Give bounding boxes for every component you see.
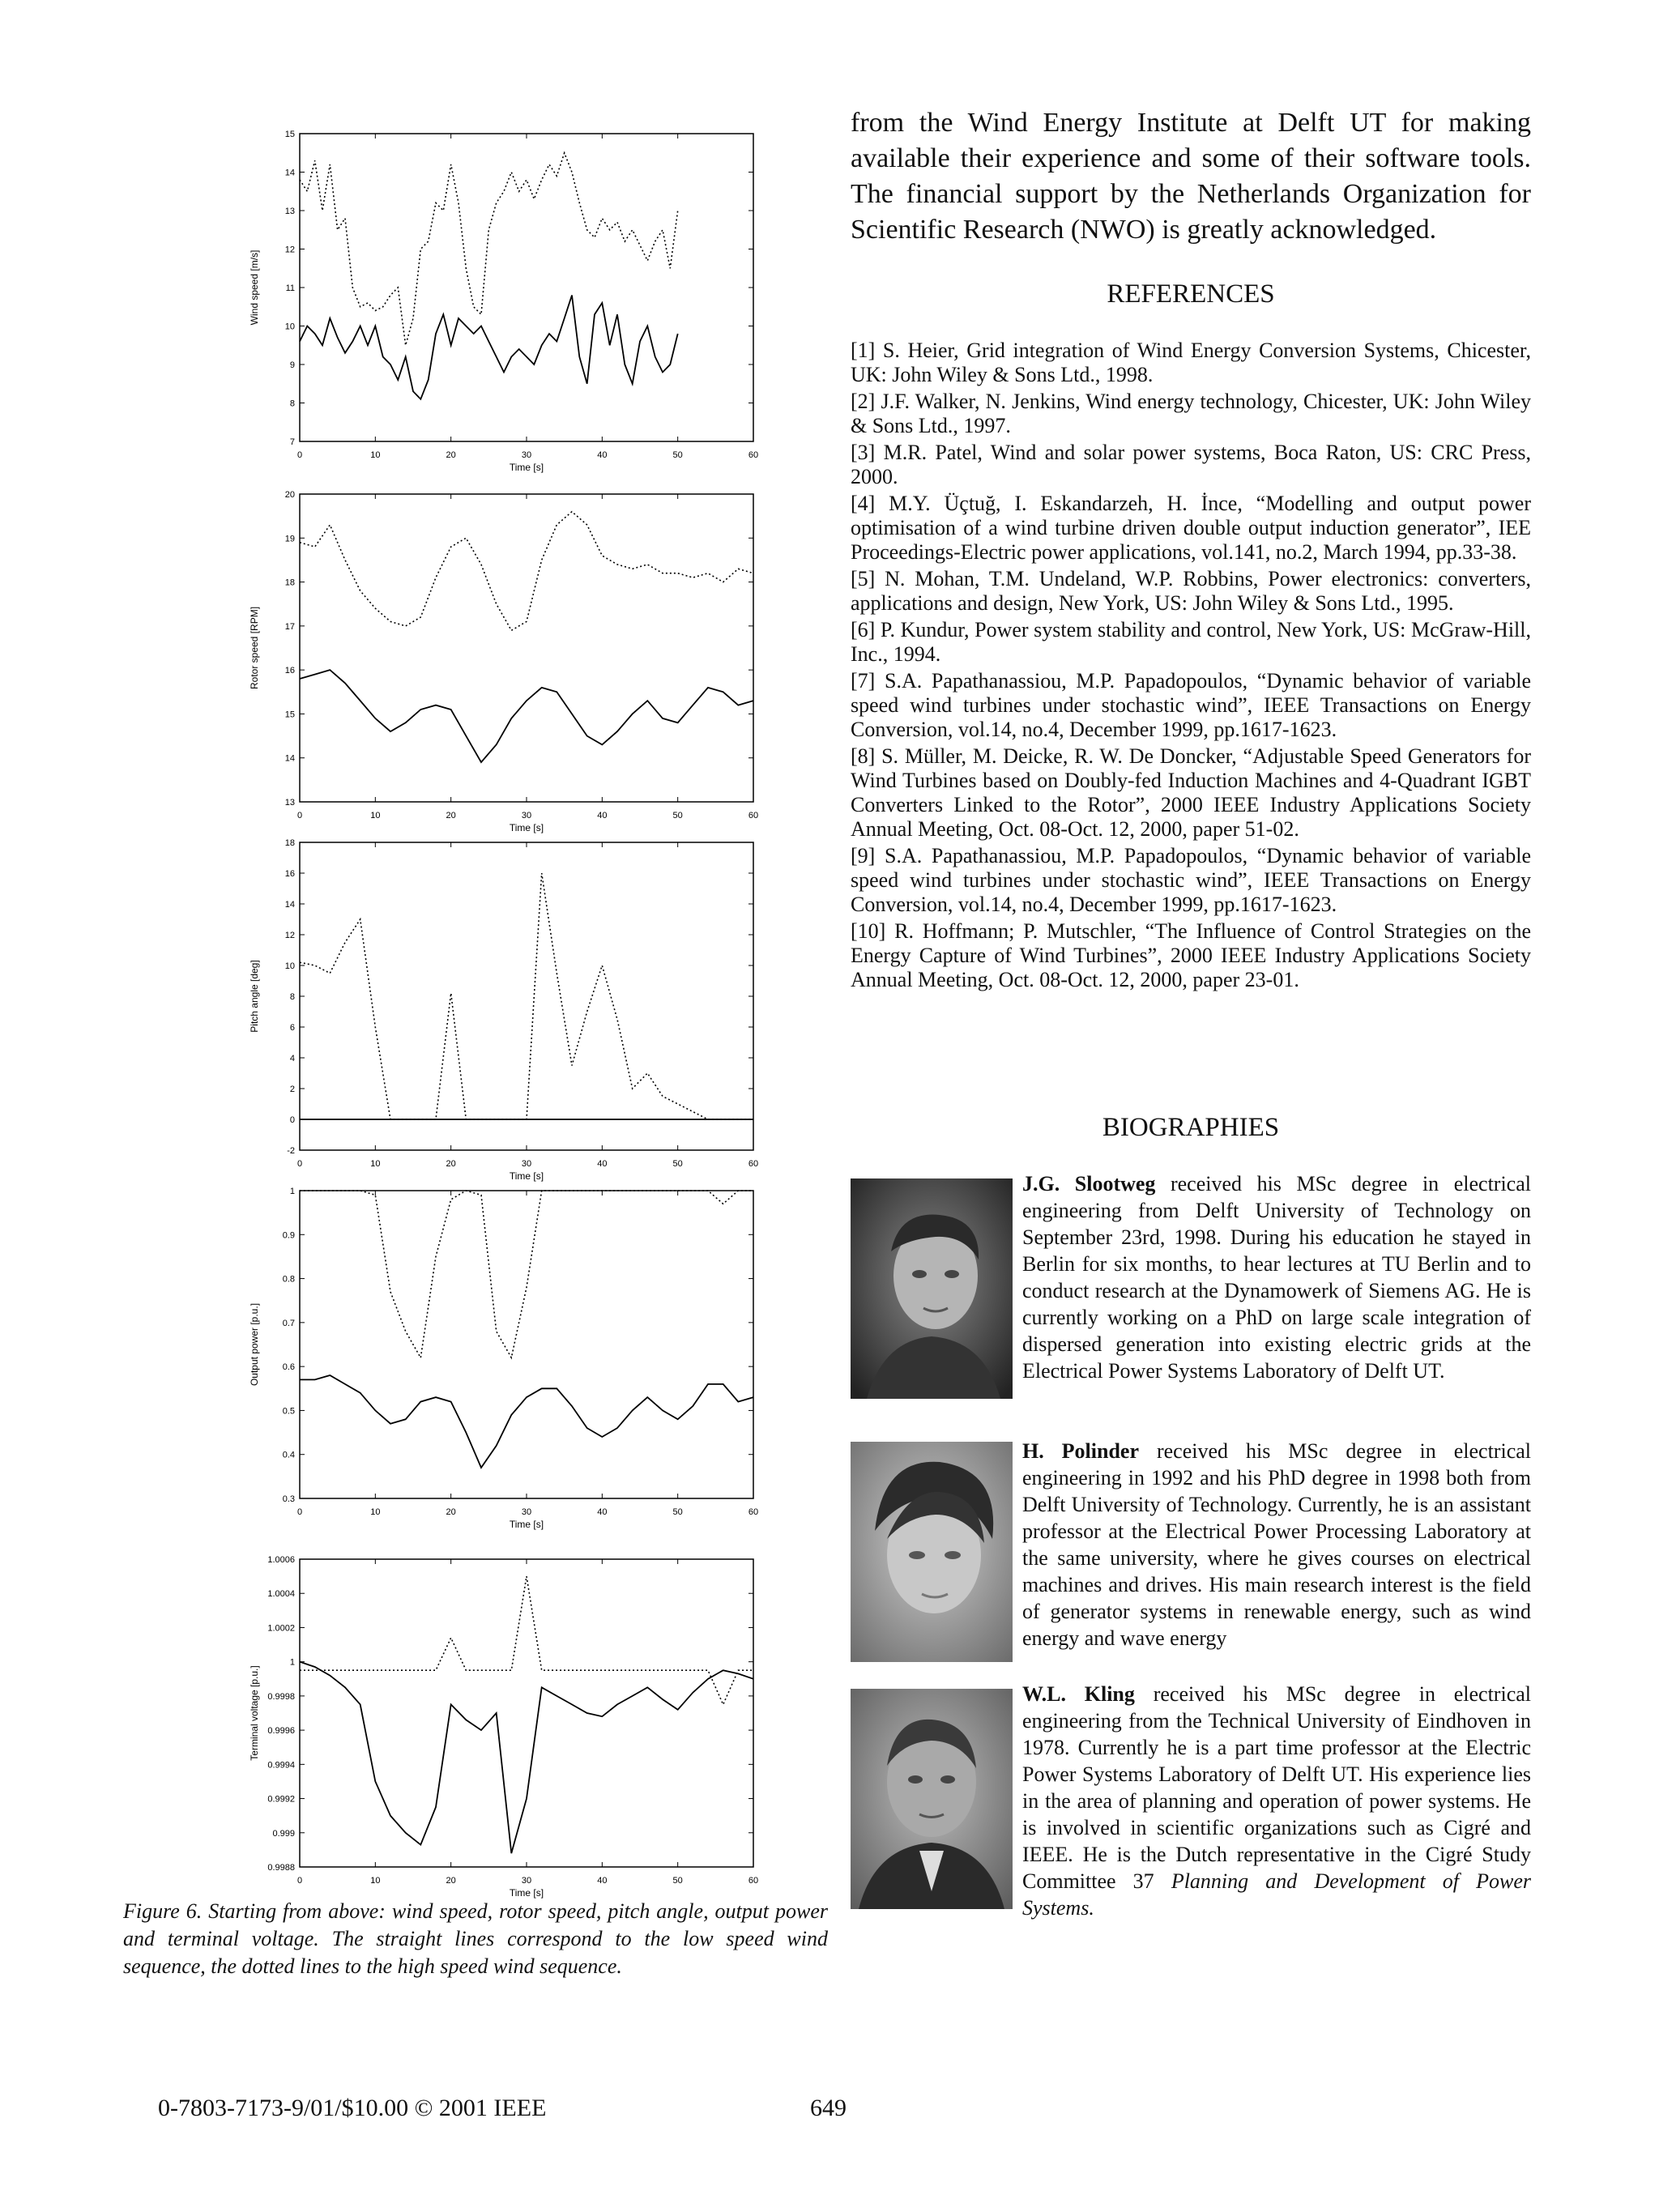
x-tick-label: 0 — [296, 811, 303, 820]
y-tick-label: 15 — [284, 710, 295, 720]
y-axis-label: Rotor speed [RPM] — [249, 606, 260, 690]
x-tick-label: 50 — [672, 1876, 683, 1886]
author-photo — [851, 1442, 1013, 1662]
plot-frame — [300, 842, 753, 1150]
y-tick-label: 19 — [284, 534, 295, 544]
copyright-notice: 0-7803-7173-9/01/$10.00 © 2001 IEEE — [158, 2095, 547, 2121]
x-tick-label: 0 — [296, 1159, 303, 1169]
reference-item: [5] N. Mohan, T.M. Undeland, W.P. Robbins, Power electronics: converters, applications and design, New York, US: John Wiley & Sons Ltd., 1995. — [851, 567, 1531, 615]
x-tick-label: 60 — [748, 1876, 759, 1886]
x-tick-label: 10 — [370, 1876, 381, 1886]
y-tick-label: 6 — [289, 1023, 295, 1033]
y-tick-label: 11 — [285, 283, 295, 293]
reference-item: [6] P. Kundur, Power system stability and control, New York, US: McGraw-Hill, Inc., 1994. — [851, 618, 1531, 666]
x-tick-label: 30 — [521, 450, 532, 460]
plot-frame — [300, 494, 753, 802]
biography-text: H. Polinder received his MSc degree in electrical engineering in 1992 and his PhD degree in 1998 both from Delft University of Technology. Currently, he is an assistant professor at the Electrical Power Processing Laboratory at the same university, where he gives courses on electrical machines and drives. His main research interest is the field of generator systems in renewable energy, such as wind energy and wave energy — [1022, 1439, 1531, 1650]
y-axis-label: Wind speed [m/s] — [249, 249, 260, 326]
author-photo — [851, 1178, 1013, 1399]
x-tick-label: 30 — [521, 811, 532, 820]
y-axis-label: Pitch angle [deg] — [249, 960, 260, 1033]
x-axis-label: Time [s] — [509, 822, 544, 833]
y-tick-label: 0.9994 — [267, 1760, 295, 1771]
page-number: 649 — [810, 2095, 847, 2121]
reference-item: [7] S.A. Papathanassiou, M.P. Papadopoulos, “Dynamic behavior of variable speed wind turbines under stochastic wind”, IEEE Transactions on Energy Conversion, vol.14, no.4, December 1999, pp.1617-1623. — [851, 669, 1531, 741]
y-tick-label: 14 — [284, 753, 295, 764]
y-tick-label: 12 — [284, 931, 295, 940]
y-tick-label: 8 — [289, 992, 295, 1002]
series-line-high-wind — [300, 1191, 753, 1357]
y-tick-label: 0.9998 — [267, 1691, 295, 1702]
y-tick-label: 16 — [284, 666, 295, 676]
reference-item: [9] S.A. Papathanassiou, M.P. Papadopoulos, “Dynamic behavior of variable speed wind turbines under stochastic wind”, IEEE Transactions on Energy Conversion, vol.14, no.4, December 1999, pp.1617-1623. — [851, 844, 1531, 916]
y-tick-label: 1 — [289, 1187, 295, 1196]
y-tick-label: 4 — [289, 1054, 295, 1063]
x-axis-label: Time [s] — [509, 462, 544, 473]
y-tick-label: 0.8 — [282, 1274, 295, 1285]
reference-item: [4] M.Y. Üçtuğ, I. Eskandarzeh, H. İnce, “Modelling and output power optimisation of a wind turbine driven double output induction generator”, IEE Proceedings-Electric power applications, vol.141, no.2, March 1994, pp.33-38. — [851, 492, 1531, 564]
y-tick-label: 10 — [284, 322, 295, 332]
y-tick-label: 0.3 — [282, 1494, 295, 1504]
x-tick-label: 50 — [672, 1507, 683, 1517]
x-tick-label: 30 — [521, 1507, 532, 1517]
y-tick-label: 0.9992 — [267, 1794, 295, 1805]
x-tick-label: 0 — [296, 1876, 303, 1886]
y-tick-label: 0.7 — [282, 1318, 295, 1328]
series-line-high-wind — [300, 153, 678, 345]
y-tick-label: 0.4 — [282, 1450, 295, 1460]
x-tick-label: 40 — [597, 811, 608, 820]
y-tick-label: 1.0006 — [267, 1555, 295, 1565]
x-tick-label: 20 — [446, 1159, 456, 1169]
x-tick-label: 60 — [748, 1159, 759, 1169]
x-axis-label: Time [s] — [509, 1887, 544, 1899]
y-tick-label: 0.9996 — [267, 1726, 295, 1737]
figure-caption: Figure 6. Starting from above: wind speed, rotor speed, pitch angle, output power and terminal voltage. The straight lines correspond to the low speed wind sequence, the dotted lines to the high speed wind sequence. — [123, 1899, 828, 1978]
x-tick-label: 50 — [672, 1159, 683, 1169]
series-line-low-wind — [300, 1375, 753, 1468]
biography-text: J.G. Slootweg received his MSc degree in electrical engineering from Delft University of Technology on September 23rd, 1998. During his education he stayed in Berlin for six months, to hear lectures at TU Berlin and to conduct research at the Dynamowerk of Siemens AG. He is currently working on a PhD on large scale integration of dispersed generation into existing electric grids at the Electrical Power Systems Laboratory of Delft UT. — [1022, 1172, 1531, 1383]
x-tick-label: 20 — [446, 1876, 456, 1886]
x-tick-label: 0 — [296, 1507, 303, 1517]
y-tick-label: 0.5 — [282, 1406, 295, 1417]
series-line-low-wind — [300, 1662, 753, 1853]
series-line-high-wind — [300, 1576, 753, 1704]
plot-frame — [300, 134, 753, 441]
author-photo — [851, 1689, 1013, 1909]
x-tick-label: 60 — [748, 811, 759, 820]
reference-item: [8] S. Müller, M. Deicke, R. W. De Doncker, “Adjustable Speed Generators for Wind Turbines based on Doubly-fed Induction Machines and 4-Quadrant IGBT Converters Linked to the Rotor”, 2000 IEEE Industry Applications Society Annual Meeting, Oct. 08-Oct. 12, 2000, paper 51-02. — [851, 744, 1531, 841]
y-tick-label: 0 — [289, 1115, 295, 1125]
y-tick-label: 1.0004 — [267, 1589, 295, 1600]
x-axis-label: Time [s] — [509, 1519, 544, 1530]
y-tick-label: 20 — [284, 490, 295, 500]
x-tick-label: 50 — [672, 450, 683, 460]
author-name: W.L. Kling — [1022, 1682, 1135, 1706]
y-tick-label: 17 — [284, 621, 295, 632]
references-list — [851, 339, 1531, 995]
x-tick-label: 10 — [370, 1507, 381, 1517]
series-line-high-wind — [300, 512, 753, 631]
plot-frame — [300, 1191, 753, 1498]
author-name: J.G. Slootweg — [1022, 1172, 1156, 1196]
y-tick-label: 10 — [284, 961, 295, 971]
reference-item: [3] M.R. Patel, Wind and solar power systems, Boca Raton, US: CRC Press, 2000. — [851, 441, 1531, 488]
x-tick-label: 20 — [446, 811, 456, 820]
y-tick-label: 18 — [284, 838, 295, 848]
x-tick-label: 20 — [446, 1507, 456, 1517]
series-line-low-wind — [300, 670, 753, 762]
biographies-heading: BIOGRAPHIES — [1102, 1113, 1280, 1142]
author-name: H. Polinder — [1022, 1439, 1140, 1463]
y-tick-label: 0.9988 — [267, 1863, 295, 1873]
y-tick-label: 1.0002 — [267, 1623, 295, 1634]
x-tick-label: 10 — [370, 450, 381, 460]
y-tick-label: 0.999 — [272, 1828, 295, 1839]
y-tick-label: 0.6 — [282, 1362, 295, 1373]
y-axis-label: Terminal voltage [p.u.] — [249, 1665, 260, 1761]
reference-item: [1] S. Heier, Grid integration of Wind Energy Conversion Systems, Chicester, UK: John Wiley & Sons Ltd., 1998. — [851, 339, 1531, 386]
x-tick-label: 30 — [521, 1876, 532, 1886]
y-tick-label: 2 — [289, 1085, 295, 1094]
x-tick-label: 60 — [748, 1507, 759, 1517]
x-tick-label: 40 — [597, 450, 608, 460]
acknowledgement-text: from the Wind Energy Institute at Delft UT for making available their experience and some of their software tools. The financial support by the Netherlands Organization for Scientific Research (NWO) is greatly acknowledged. — [851, 108, 1531, 245]
x-tick-label: 50 — [672, 811, 683, 820]
y-tick-label: 13 — [284, 798, 295, 808]
x-tick-label: 30 — [521, 1159, 532, 1169]
x-tick-label: 40 — [597, 1876, 608, 1886]
y-tick-label: 15 — [284, 130, 295, 139]
y-axis-label: Output power [p.u.] — [249, 1302, 260, 1387]
y-tick-label: 7 — [289, 437, 295, 447]
y-tick-label: 18 — [284, 578, 295, 588]
y-tick-label: 9 — [289, 360, 295, 370]
reference-item: [2] J.F. Walker, N. Jenkins, Wind energy technology, Chicester, UK: John Wiley & Sons Ltd., 1997. — [851, 390, 1531, 437]
series-line-low-wind — [300, 296, 678, 399]
x-axis-label: Time [s] — [509, 1170, 544, 1182]
y-tick-label: 13 — [284, 207, 295, 216]
x-tick-label: 10 — [370, 1159, 381, 1169]
series-line-high-wind — [300, 873, 753, 1119]
biography-text: W.L. Kling received his MSc degree in electrical engineering from the Technical University of Eindhoven in 1978. Currently he is a part time professor at the Electric Power Systems Laboratory of Delft UT. His experience lies in the area of planning and operation of power systems. He is involved in scientific organizations such as Cigré and IEEE. He is the Dutch representative in the Cigré Study Committee 37 Planning and Development of Power Systems. — [1022, 1682, 1531, 1920]
reference-item: [10] R. Hoffmann; P. Mutschler, “The Influence of Control Strategies on the Energy Capture of Wind Turbines”, 2000 IEEE Industry Applications Society Annual Meeting, Oct. 08-Oct. 12, 2000, paper 23-01. — [851, 919, 1531, 991]
x-tick-label: 60 — [748, 450, 759, 460]
plot-frame — [300, 1559, 753, 1867]
x-tick-label: 0 — [296, 450, 303, 460]
y-tick-label: 1 — [289, 1657, 295, 1668]
x-tick-label: 40 — [597, 1507, 608, 1517]
x-tick-label: 40 — [597, 1159, 608, 1169]
x-tick-label: 20 — [446, 450, 456, 460]
y-tick-label: -2 — [287, 1146, 295, 1156]
y-tick-label: 8 — [289, 399, 295, 409]
y-tick-label: 0.9 — [282, 1230, 295, 1241]
x-tick-label: 10 — [370, 811, 381, 820]
references-heading: REFERENCES — [1107, 279, 1275, 309]
y-tick-label: 14 — [284, 900, 295, 910]
y-tick-label: 14 — [284, 168, 295, 178]
y-tick-label: 12 — [284, 245, 295, 255]
y-tick-label: 16 — [284, 869, 295, 879]
